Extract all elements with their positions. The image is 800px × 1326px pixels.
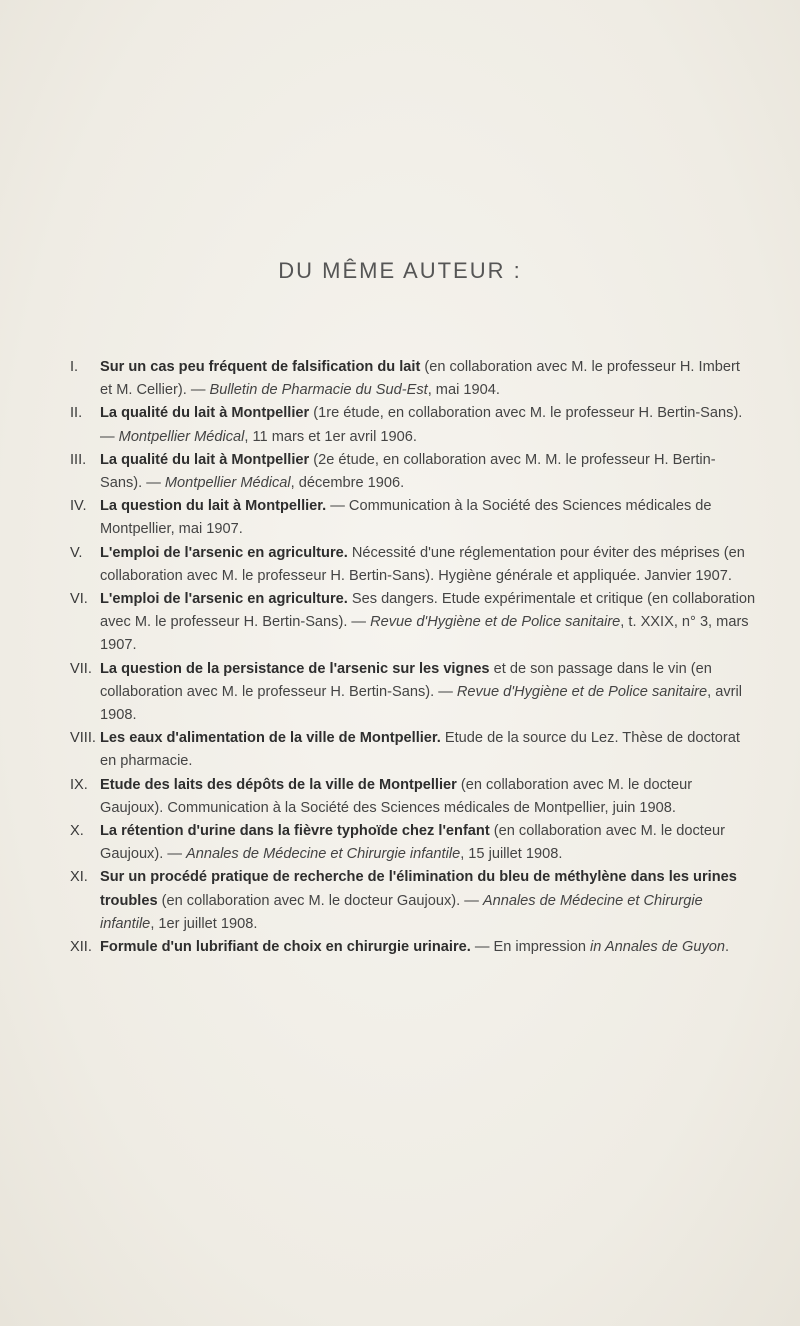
item-title: Formule d'un lubrifiant de choix en chirurgie urinaire. xyxy=(100,939,471,956)
item-details: (en collaboration avec M. le docteur Gaujoux). Communication à la Société des Sciences médicales de Montpellier, juin 1908. xyxy=(100,776,693,816)
publication-item xyxy=(70,542,756,588)
item-details: (2e étude, en collaboration avec M. M. le professeur H. Bertin-Sans). — xyxy=(100,451,716,492)
item-details: Ses dangers. Etude expérimentale et critique (en collaboration avec M. le professeur H. Bertin-Sans). — xyxy=(100,591,756,631)
item-details: (1re étude, en collaboration avec M. le professeur H. Bertin-Sans). — xyxy=(100,405,743,445)
item-title: Sur un cas peu fréquent de falsification du lait xyxy=(100,359,421,375)
item-title: La qualité du lait à Montpellier xyxy=(100,405,310,422)
item-number: IV. xyxy=(70,498,87,515)
publication-item xyxy=(70,402,756,448)
item-number: II. xyxy=(70,405,83,422)
item-number: VI. xyxy=(70,591,88,608)
publication-item xyxy=(70,356,756,402)
item-number: XI. xyxy=(70,869,88,886)
item-journal: Annales de Médecine et Chirurgie infantile xyxy=(185,846,461,863)
publication-item xyxy=(70,658,756,728)
item-number: V. xyxy=(70,544,83,561)
item-title: L'emploi de l'arsenic en agriculture. xyxy=(100,591,348,608)
item-title: L'emploi de l'arsenic en agriculture. xyxy=(100,544,348,561)
item-number: XII. xyxy=(70,939,92,956)
item-details: (en collaboration avec M. le docteur Gaujoux). — xyxy=(157,892,483,909)
item-details: (en collaboration avec M. le docteur Gaujoux). — xyxy=(100,823,725,863)
item-date: . xyxy=(724,939,730,956)
item-journal: Montpellier Médical xyxy=(164,475,291,492)
publication-item xyxy=(70,495,756,541)
page-heading: DU MÊME AUTEUR : xyxy=(278,258,522,283)
item-journal: in Annales de Guyon xyxy=(590,939,725,956)
item-title: La question de la persistance de l'arsenic sur les vignes xyxy=(100,660,490,677)
publication-item xyxy=(70,588,756,658)
publication-item xyxy=(70,820,756,866)
item-number: III. xyxy=(70,451,87,468)
item-date: , 1er juillet 1908. xyxy=(150,915,258,932)
publication-item xyxy=(70,774,756,820)
item-date: , t. XXIX, n° 3, mars 1907. xyxy=(100,614,749,654)
item-details: et de son passage dans le vin (en collaboration avec M. le professeur H. Bertin-Sans). — xyxy=(100,660,712,700)
item-date: , 15 juillet 1908. xyxy=(460,846,563,863)
publication-list xyxy=(70,356,756,959)
item-number: I. xyxy=(70,359,79,375)
item-journal: Annales de Médecine et Chirurgie infantile xyxy=(100,892,703,932)
publication-item xyxy=(70,936,756,959)
publication-item xyxy=(70,449,756,495)
item-date: , 11 mars et 1er avril 1906. xyxy=(244,428,417,445)
item-journal: Montpellier Médical xyxy=(118,428,245,445)
item-number: VIII. xyxy=(70,730,96,747)
item-details: — Communication à la Société des Sciences médicales de Montpellier, mai 1907. xyxy=(100,498,712,538)
item-number: X. xyxy=(70,823,84,840)
item-details: (en collaboration avec M. le professeur H. Imbert et M. Cellier). — xyxy=(100,359,740,399)
publication-item xyxy=(70,866,756,936)
item-details: Nécessité d'une réglementation pour éviter des méprises (en collaboration avec M. le professeur H. Bertin-Sans). Hygiène générale et appliquée. Janvier 1907. xyxy=(100,544,745,584)
item-date: , mai 1904. xyxy=(427,382,500,399)
item-number: VII. xyxy=(70,660,92,677)
item-journal: Revue d'Hygiène et de Police sanitaire xyxy=(456,683,708,700)
item-title: Sur un procédé pratique de recherche de l'élimination du bleu de méthylène dans les urines troubles xyxy=(100,869,737,909)
item-number: IX. xyxy=(70,776,88,793)
item-journal: Bulletin de Pharmacie du Sud-Est xyxy=(209,382,428,399)
item-title: La question du lait à Montpellier. xyxy=(100,498,327,515)
item-title: La qualité du lait à Montpellier xyxy=(100,451,310,468)
item-journal: Revue d'Hygiène et de Police sanitaire xyxy=(370,614,621,631)
item-title: La rétention d'urine dans la fièvre typhoïde chez l'enfant xyxy=(100,823,490,840)
publication-item xyxy=(70,727,756,773)
item-title: Les eaux d'alimentation de la ville de Montpellier. xyxy=(100,730,441,747)
item-date: , avril 1908. xyxy=(100,683,742,724)
item-details: Etude de la source du Lez. Thèse de doctorat en pharmacie. xyxy=(100,730,740,770)
item-date: , décembre 1906. xyxy=(290,475,405,492)
item-details: — En impression xyxy=(470,939,591,956)
item-title: Etude des laits des dépôts de la ville de Montpellier xyxy=(100,776,457,793)
